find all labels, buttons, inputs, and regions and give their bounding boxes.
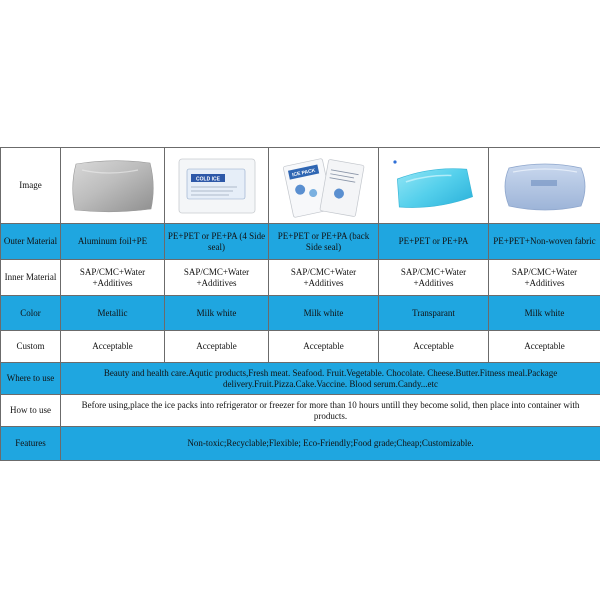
cell-inner-material-3: SAP/CMC+Water +Additives xyxy=(269,260,379,296)
row-label-outer-material: Outer Material xyxy=(1,224,61,260)
product-image-gel-pack xyxy=(379,148,489,224)
ice-pack-label: ICE PACK xyxy=(291,167,316,178)
cell-inner-material-1: SAP/CMC+Water +Additives xyxy=(61,260,165,296)
row-how-to-use xyxy=(1,395,600,427)
cell-color-3: Milk white xyxy=(269,296,379,331)
cold-ice-label: COLD ICE xyxy=(195,176,220,182)
row-label-where-to-use: Where to use xyxy=(1,363,61,395)
cell-color-5: Milk white xyxy=(489,296,600,331)
row-label-image: Image xyxy=(1,148,61,224)
product-image-cold-ice xyxy=(165,148,269,224)
row-custom xyxy=(1,331,600,363)
row-features xyxy=(1,427,600,461)
cell-where-to-use: Beauty and health care.Aqutic products,Fresh meat. Seafood. Fruit.Vegetable. Chocolate. Cheese.Butter.Fitness meal.Package delivery.Fruit.Pizza.Cake.Vaccine. Blood serum.Candy...etc xyxy=(61,363,600,395)
cell-custom-4: Acceptable xyxy=(379,331,489,363)
cell-custom-5: Acceptable xyxy=(489,331,600,363)
product-image-nonwoven xyxy=(489,148,600,224)
row-label-features: Features xyxy=(1,427,61,461)
cell-custom-1: Acceptable xyxy=(61,331,165,363)
product-image-ice-pack xyxy=(269,148,379,224)
ice-pack-spec-table xyxy=(0,147,600,461)
row-label-color: Color xyxy=(1,296,61,331)
cell-color-1: Metallic xyxy=(61,296,165,331)
cell-outer-material-3: PE+PET or PE+PA (back Side seal) xyxy=(269,224,379,260)
cell-outer-material-1: Aluminum foil+PE xyxy=(61,224,165,260)
row-where-to-use xyxy=(1,363,600,395)
row-inner-material xyxy=(1,260,600,296)
row-image xyxy=(1,148,600,224)
row-outer-material xyxy=(1,224,600,260)
row-label-how-to-use: How to use xyxy=(1,395,61,427)
nonwoven-pack-image xyxy=(499,156,591,216)
cell-color-4: Transparant xyxy=(379,296,489,331)
aluminum-pack-image xyxy=(68,156,158,216)
cell-how-to-use: Before using,place the ice packs into refrigerator or freezer for more than 10 hours untill they become solid, then place into container with products. xyxy=(61,395,600,427)
cell-color-2: Milk white xyxy=(165,296,269,331)
transparent-gel-pack-image xyxy=(389,156,479,216)
cell-inner-material-4: SAP/CMC+Water +Additives xyxy=(379,260,489,296)
cell-custom-3: Acceptable xyxy=(269,331,379,363)
row-color xyxy=(1,296,600,331)
row-label-custom: Custom xyxy=(1,331,61,363)
cell-outer-material-5: PE+PET+Non-woven fabric xyxy=(489,224,600,260)
product-image-aluminum xyxy=(61,148,165,224)
row-label-inner-material: Inner Material xyxy=(1,260,61,296)
ice-pack-back-seal-image xyxy=(280,154,368,218)
cold-ice-pack-image xyxy=(175,155,259,217)
cell-outer-material-2: PE+PET or PE+PA (4 Side seal) xyxy=(165,224,269,260)
cell-features: Non-toxic;Recyclable;Flexible; Eco-Friendly;Food grade;Cheap;Customizable. xyxy=(61,427,600,461)
cell-inner-material-2: SAP/CMC+Water +Additives xyxy=(165,260,269,296)
cell-inner-material-5: SAP/CMC+Water +Additives xyxy=(489,260,600,296)
cell-outer-material-4: PE+PET or PE+PA xyxy=(379,224,489,260)
cell-custom-2: Acceptable xyxy=(165,331,269,363)
